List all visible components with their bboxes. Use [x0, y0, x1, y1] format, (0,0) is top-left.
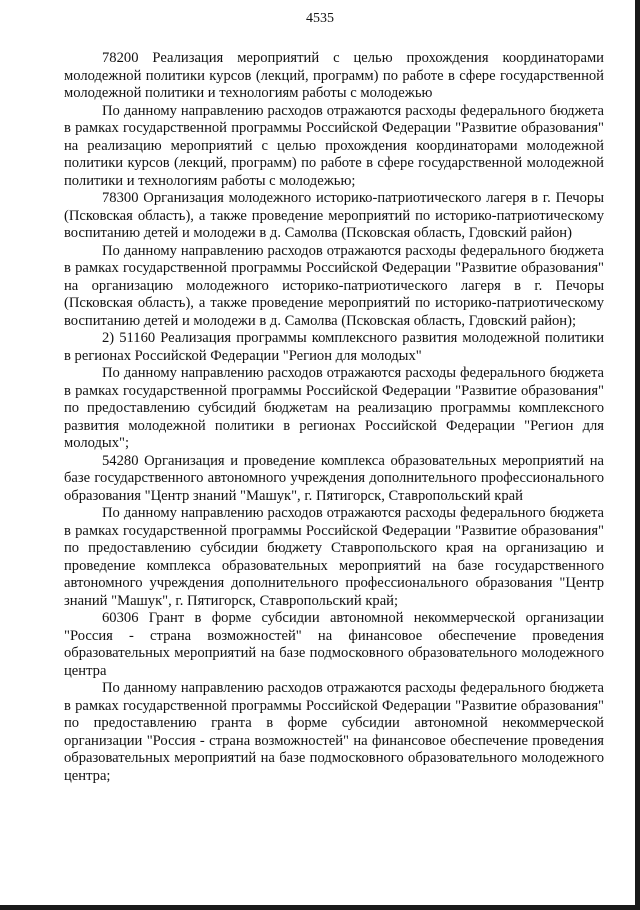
paragraph-78200-description: По данному направлению расходов отражаются расходы федерального бюджета в рамках государственной программы Российской Федерации "Развитие образования" на реализацию мероприятий с целью прохождения координаторами молодежной политики курсов (лекций, программ) по работе в сфере государственной молодежной политики и технологиям работы с молодежью;	[64, 102, 604, 189]
paragraph-60306-title: 60306 Грант в форме субсидии автономной некоммерческой организации "Россия - страна возможностей" на финансовое обеспечение проведения образовательных мероприятий на базе подмосковного образовательного молодежного центра	[64, 610, 604, 679]
paragraph-54280-title: 54280 Организация и проведение комплекса образовательных мероприятий на базе государственного автономного учреждения дополнительного профессионального образования "Центр знаний "Машук", г. Пятигорск, Ставропольский край	[64, 452, 604, 504]
paragraph-78200-title: 78200 Реализация мероприятий с целью прохождения координаторами молодежной политики курсов (лекций, программ) по работе в сфере государственной молодежной политики и технологиям работы с молодежью	[64, 50, 604, 101]
scan-border-right	[635, 0, 640, 910]
paragraph-78300-description: По данному направлению расходов отражаются расходы федерального бюджета в рамках государственной программы Российской Федерации "Развитие образования" на организацию молодежного историко-патриотического лагеря в г. Печоры (Псковская область), а также проведение мероприятий по историко-патриотическому воспитанию детей и молодежи в д. Самолва (Псковская область, Гдовский район);	[64, 242, 604, 329]
paragraph-78300-title: 78300 Организация молодежного историко-патриотического лагеря в г. Печоры (Псковская область), а также проведение мероприятий по историко-патриотическому воспитанию детей и молодежи в д. Самолва (Псковская область, Гдовский район)	[64, 190, 604, 241]
paragraph-51160-title: 2) 51160 Реализация программы комплексного развития молодежной политики в регионах Российской Федерации "Регион для молодых"	[64, 330, 604, 364]
scan-border-bottom	[0, 905, 640, 910]
paragraph-60306-description: По данному направлению расходов отражаются расходы федерального бюджета в рамках государственной программы Российской Федерации "Развитие образования" по предоставлению гранта в форме субсидии автономной некоммерческой организации "Россия - страна возможностей" на финансовое обеспечение проведения образовательных мероприятий на базе подмосковного образовательного молодежного центра;	[64, 680, 604, 784]
page-number: 4535	[306, 11, 334, 26]
paragraph-54280-description: По данному направлению расходов отражаются расходы федерального бюджета в рамках государственной программы Российской Федерации "Развитие образования" по предоставлению субсидии бюджету Ставропольского края на организацию и проведение комплекса образовательных мероприятий на базе государственного автономного учреждения дополнительного профессионального образования "Центр знаний "Машук", г. Пятигорск, Ставропольский край;	[64, 505, 604, 609]
paragraph-51160-description: По данному направлению расходов отражаются расходы федерального бюджета в рамках государственной программы Российской Федерации "Развитие образования" по предоставлению субсидий бюджетам на реализацию программы комплексного развития молодежной политики в регионах Российской Федерации "Регион для молодых";	[64, 365, 604, 451]
document-body	[64, 50, 604, 785]
